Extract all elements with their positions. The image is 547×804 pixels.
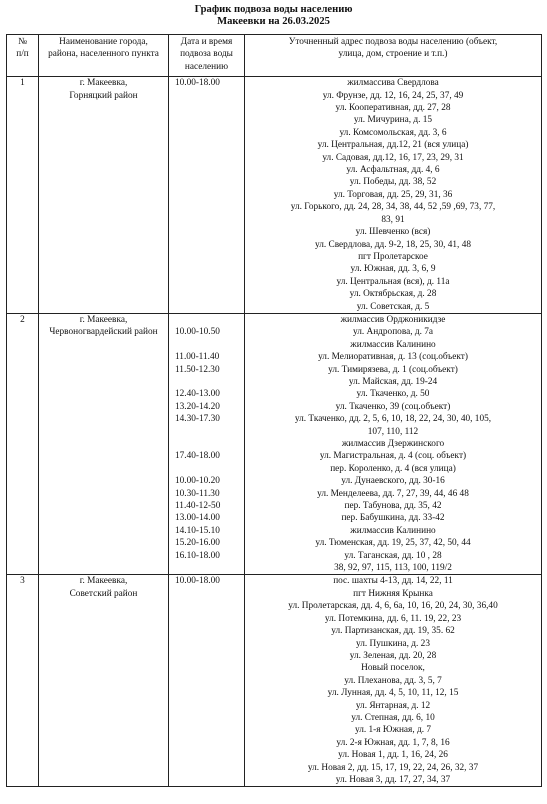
address-line: ул. Фрунзе, дд. 12, 16, 24, 25, 37, 49 bbox=[322, 90, 464, 101]
address-line: ул. Садовая, дд.12, 16, 17, 23, 29, 31 bbox=[322, 152, 464, 163]
address-line: ул. Новая 1, дд. 1, 16, 24, 26 bbox=[338, 750, 448, 761]
address-line: жилмассив Калинино bbox=[350, 339, 436, 350]
time-slot: 11.50-12.30 bbox=[175, 364, 220, 375]
time-slot: 12.40-13.00 bbox=[175, 389, 220, 400]
address-line: ул. Степная, дд. 6, 10 bbox=[351, 712, 435, 723]
address-line: ул. Мичурина, д. 15 bbox=[353, 115, 433, 126]
address-line: ул. Дунаевского, дд. 30-16 bbox=[341, 476, 445, 487]
time-slot: 11.40-12-50 bbox=[175, 500, 221, 511]
header-address: Уточненный адрес подвоза воды населению (объект, улица, дом, строение и т.п.) bbox=[245, 35, 542, 77]
row-times bbox=[169, 575, 245, 787]
city-line: г. Макеевка, bbox=[79, 78, 128, 89]
row-city bbox=[39, 575, 169, 787]
table-row bbox=[7, 77, 542, 314]
address-line: ул. Андропова, д. 7а bbox=[352, 327, 434, 338]
address-line: ул. Октябрьская, д. 28 bbox=[349, 289, 437, 300]
address-line: Новый поселок, bbox=[361, 663, 425, 674]
time-spacer bbox=[175, 426, 242, 438]
time-slot: 14.10-15.10 bbox=[175, 525, 220, 536]
address-line: ул. Ткаченко, дд. 2, 5, 6, 10, 18, 22, 24, 30, 40, 105, bbox=[294, 414, 492, 425]
address-line: ул. Менделеева, дд. 7, 27, 39, 44, 46 48 bbox=[317, 488, 469, 499]
time-slot: 10.00-18.00 bbox=[175, 576, 220, 587]
time-spacer bbox=[175, 339, 242, 351]
address-line: ул. Тюменская, дд. 19, 25, 37, 42, 50, 44 bbox=[315, 538, 471, 549]
address-line: пер. Бабушкина, дд. 33-42 bbox=[341, 513, 445, 524]
table-row bbox=[7, 575, 542, 787]
time-slot: 15.20-16.00 bbox=[175, 538, 220, 549]
address-line: ул. Центральная, дд.12, 21 (вся улица) bbox=[317, 140, 469, 151]
address-line: ул. Кооперативная, дд. 27, 28 bbox=[335, 103, 451, 114]
address-line: ул. Пушкина, д. 23 bbox=[356, 638, 430, 649]
address-line: ул. Таганская, дд. 10 , 28 bbox=[344, 550, 442, 561]
time-slot: 11.00-11.40 bbox=[175, 352, 220, 363]
row-times bbox=[169, 313, 245, 575]
address-line: ул. Потемкина, дд. 6, 11. 19, 22, 23 bbox=[324, 613, 462, 624]
table-header-row bbox=[7, 35, 542, 77]
time-slot: 17.40-18.00 bbox=[175, 451, 220, 462]
address-line: ул. Янтарная, д. 12 bbox=[355, 700, 431, 711]
address-line: ул. Южная, дд. 3, 6, 9 bbox=[350, 264, 436, 275]
address-line: ул. Советская, д. 5 bbox=[356, 301, 430, 312]
address-line: ул. Магистральная, д. 4 (соц. объект) bbox=[319, 451, 467, 462]
row-city bbox=[39, 313, 169, 575]
city-line: Горняцкий район bbox=[69, 90, 138, 101]
address-line: ул. Торговая, дд. 25, 29, 31, 36 bbox=[333, 189, 453, 200]
address-line: ул. Лунная, дд. 4, 5, 10, 11, 12, 15 bbox=[327, 688, 459, 699]
title-line-2: Макеевки на 26.03.2025 bbox=[217, 16, 330, 27]
address-line: 107, 110, 112 bbox=[367, 426, 419, 437]
address-line: ул. Свердлова, дд. 9-2, 18, 25, 30, 41, 48 bbox=[314, 239, 471, 250]
address-line: ул. Комсомольская, дд. 3, 6 bbox=[339, 127, 447, 138]
time-slot: 10.00-10.50 bbox=[175, 327, 220, 338]
time-slot: 10.00-18.00 bbox=[175, 78, 220, 89]
time-slot: 16.10-18.00 bbox=[175, 550, 220, 561]
address-line: ул. Победы, дд. 38, 52 bbox=[349, 177, 437, 188]
row-addresses bbox=[245, 77, 542, 314]
address-line: ул. Новая 2, дд. 15, 17, 19, 22, 24, 26, 32, 37 bbox=[307, 762, 479, 773]
address-line: пос. шахты 4-13, дд. 14, 22, 11 bbox=[333, 576, 453, 587]
address-line: ул. Зеленая, дд. 20, 28 bbox=[349, 650, 437, 661]
time-slot: 14.30-17.30 bbox=[175, 414, 220, 425]
city-line: г. Макеевка, bbox=[79, 576, 128, 587]
address-line: 38, 92, 97, 115, 113, 100, 119/2 bbox=[334, 563, 452, 574]
address-line: пгт Пролетарское bbox=[358, 251, 428, 262]
address-line: 83, 91 bbox=[381, 214, 405, 225]
row-addresses bbox=[245, 313, 542, 575]
address-line: ул. Новая 3, дд. 17, 27, 34, 37 bbox=[335, 774, 451, 785]
water-schedule-table bbox=[6, 34, 542, 787]
time-spacer bbox=[175, 463, 242, 475]
address-line: пгт Нижняя Крынка bbox=[353, 588, 433, 599]
time-slot: 13.00-14.00 bbox=[175, 513, 220, 524]
address-line: ул. Мелиоративная, д. 13 (соц.объект) bbox=[318, 352, 468, 363]
address-line: ул. Центральная (вся), д. 11а bbox=[336, 276, 450, 287]
address-line: ул. Ткаченко, д. 50 bbox=[356, 389, 430, 400]
address-line: ул. Асфальтная, дд. 4, 6 bbox=[346, 165, 440, 176]
address-line: ул. 1-я Южная, д. 7 bbox=[354, 725, 432, 736]
city-line: Советский район bbox=[69, 588, 138, 599]
address-line: ул. Горького, дд. 24, 28, 34, 38, 44, 52 ,59 ,69, 73, 77, bbox=[290, 202, 496, 213]
address-line: ул. 2-я Южная, дд. 1, 7, 8, 16 bbox=[336, 737, 450, 748]
address-line: жилмассив Орджоникидзе bbox=[340, 314, 446, 325]
row-number: 2 bbox=[7, 313, 39, 575]
address-line: ул. Шевченко (вся) bbox=[355, 227, 431, 238]
address-line: жилмассива Свердлова bbox=[347, 78, 439, 89]
row-number: 1 bbox=[7, 77, 39, 314]
time-slot: 10.30-11.30 bbox=[175, 488, 220, 499]
address-line: ул. Плеханова, дд. 3, 5, 7 bbox=[344, 675, 442, 686]
time-spacer bbox=[175, 376, 242, 388]
table-body bbox=[7, 77, 542, 787]
address-line: жилмассив Дзержинского bbox=[341, 439, 445, 449]
row-city bbox=[39, 77, 169, 314]
address-line: ул. Пролетарская, дд. 4, 6, 6а, 10, 16, 20, 24, 30, 36,40 bbox=[288, 601, 498, 612]
address-line: ул. Майская, дд. 19-24 bbox=[348, 376, 438, 387]
time-spacer bbox=[175, 438, 242, 450]
address-line: ул. Тимирязева, д. 1 (соц.объект) bbox=[328, 364, 458, 375]
address-line: ул. Партизанская, дд. 19, 35. 62 bbox=[331, 626, 455, 637]
address-line: пер. Короленко, д. 4 (вся улица) bbox=[330, 463, 456, 474]
address-line: жилмассив Калинино bbox=[350, 525, 436, 536]
city-line: г. Макеевка, bbox=[79, 314, 128, 325]
city-line: Червоногвардейский район bbox=[49, 327, 158, 338]
header-city: Наименование города, района, населенного пункта bbox=[39, 35, 169, 77]
table-row bbox=[7, 313, 542, 575]
title-line-1: График подвоза воды населению bbox=[194, 4, 353, 15]
address-line: ул. Ткаченко, 39 (соц.объект) bbox=[335, 401, 451, 412]
row-addresses bbox=[245, 575, 542, 787]
time-slot: 13.20-14.20 bbox=[175, 401, 220, 412]
row-times bbox=[169, 77, 245, 314]
time-slot: 10.00-10.20 bbox=[175, 476, 220, 487]
time-spacer bbox=[175, 314, 242, 326]
address-line: пер. Табунова, дд. 35, 42 bbox=[344, 501, 442, 512]
document-title bbox=[0, 4, 547, 28]
row-number: 3 bbox=[7, 575, 39, 787]
header-number: № п/п bbox=[7, 35, 39, 77]
header-time: Дата и время подвоза воды населению bbox=[169, 35, 245, 77]
